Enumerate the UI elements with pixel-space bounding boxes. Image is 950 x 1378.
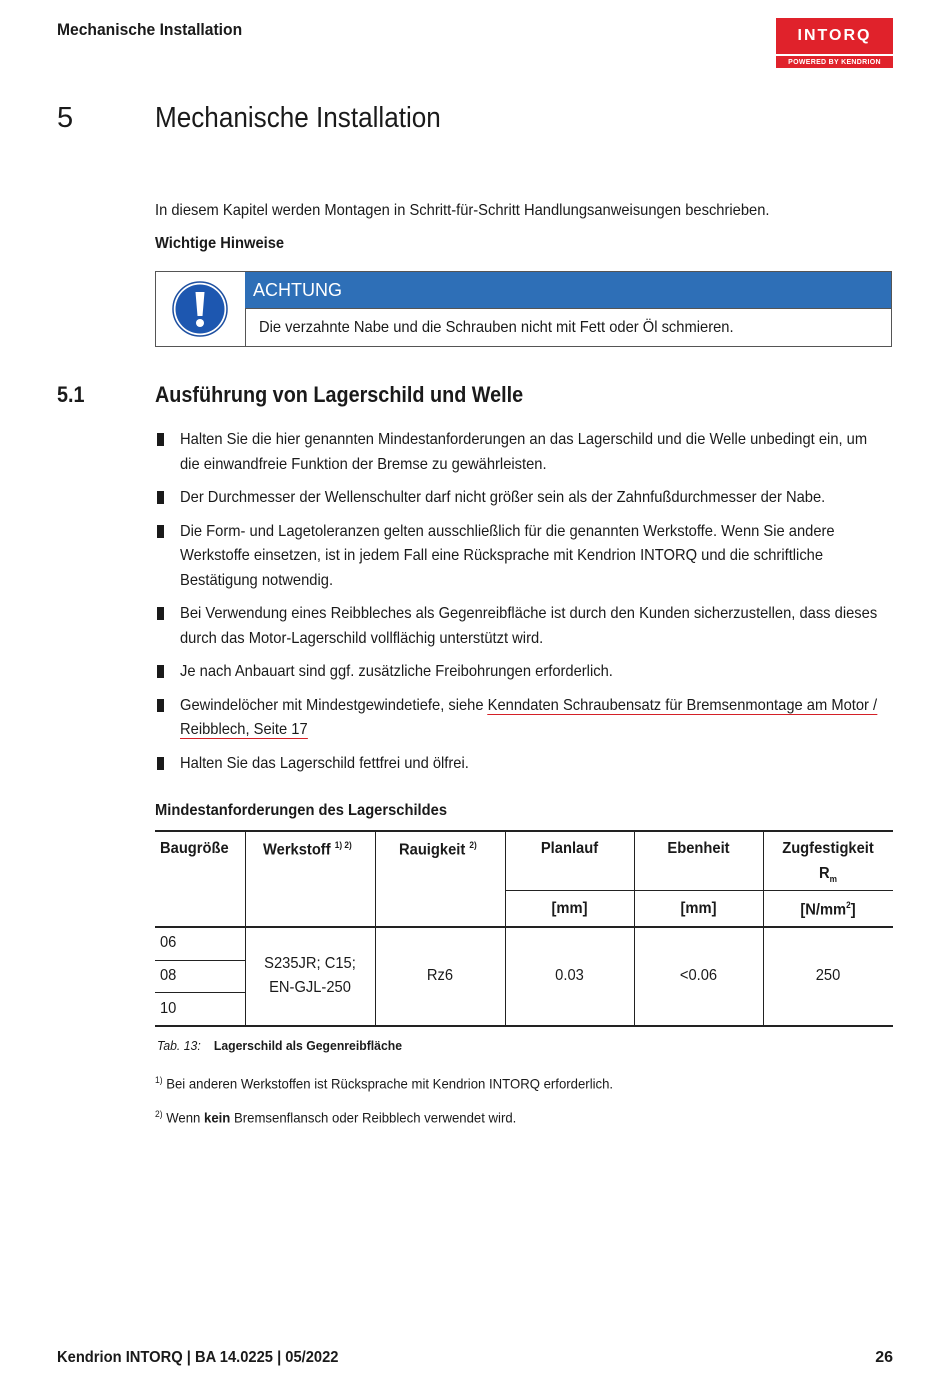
- warning-label: ACHTUNG: [245, 272, 891, 309]
- strength-cell: 250: [815, 967, 841, 984]
- material-cell-line1: S235JR; C15;: [264, 955, 356, 972]
- requirements-table: [155, 830, 893, 1026]
- bullet-square-icon: [157, 525, 164, 538]
- cross-reference-link[interactable]: Kenndaten Schraubensatz für Bremsenmontage am Motor / Reibblech, Seite 17: [180, 696, 878, 738]
- footnote-2: $^{2)}$ Wenn kein Bremsenflansch oder Reibblech verwendet wird.: [155, 1109, 517, 1126]
- roughness-cell: Rz6: [426, 967, 454, 984]
- unit-strength: $[N/mm^2]$: [800, 900, 856, 919]
- material-cell-line2: EN-GJL-250: [269, 979, 351, 996]
- bullet-square-icon: [157, 491, 164, 504]
- requirements-list: [155, 428, 915, 785]
- header-size: Baugröße: [160, 840, 229, 857]
- running-header: Mechanische Installation: [57, 20, 243, 39]
- header-roughness: Rauigkeit $^{2)}$: [399, 840, 477, 859]
- list-item: Die Form- und Lagetoleranzen gelten ausschließlich für die genannten Werkstoffe. Wenn Sie andere Werkstoffe einsetzen, ist in jedem Fall eine Rücksprache mit Kendrion INTORQ und die schriftliche Bestätigung notwendig.: [155, 520, 915, 594]
- exclamation-icon: [172, 281, 228, 337]
- header-strength: Zugfestigkeit: [782, 840, 874, 857]
- bullet-square-icon: [157, 665, 164, 678]
- size-cell: 06: [160, 934, 177, 951]
- chapter-title: Mechanische Installation: [155, 102, 441, 134]
- caption-label: Tab. 13:: [157, 1038, 201, 1053]
- table-caption: [157, 1038, 402, 1053]
- runout-cell: 0.03: [555, 967, 584, 984]
- table-heading: Mindestanforderungen des Lagerschildes: [155, 802, 448, 819]
- page-number: 26: [875, 1349, 893, 1366]
- warning-icon-cell: [156, 272, 246, 346]
- list-item: Bei Verwendung eines Reibbleches als Gegenreibfläche ist durch den Kunden sicherzustellen, dass dieses durch das Motor-Lagerschild vollflächig unterstützt wird.: [155, 602, 915, 651]
- header-flatness: Ebenheit: [667, 840, 730, 857]
- unit-flatness: [mm]: [680, 900, 717, 917]
- size-cell: 10: [160, 1000, 177, 1017]
- list-item: Der Durchmesser der Wellenschulter darf nicht größer sein als der Zahnfußdurchmesser der Nabe.: [155, 486, 915, 511]
- list-item: Halten Sie die hier genannten Mindestanforderungen an das Lagerschild und die Welle unbedingt ein, um die einwandfreie Funktion der Bremse zu gewährleisten.: [155, 428, 915, 477]
- list-item: Je nach Anbauart sind ggf. zusätzliche Freibohrungen erforderlich.: [155, 660, 915, 685]
- bullet-square-icon: [157, 433, 164, 446]
- section-title: Ausführung von Lagerschild und Welle: [155, 382, 524, 407]
- header-runout: Planlauf: [540, 840, 599, 857]
- intro-paragraph: In diesem Kapitel werden Montagen in Schritt-für-Schritt Handlungsanweisungen beschrieben.: [155, 202, 770, 219]
- caption-title: Lagerschild als Gegenreibfläche: [213, 1038, 403, 1053]
- logo-tagline: POWERED BY KENDRION: [776, 56, 893, 68]
- footnote-1: $^{1)}$ Bei anderen Werkstoffen ist Rücksprache mit Kendrion INTORQ erforderlich.: [155, 1075, 614, 1092]
- warning-text: Die verzahnte Nabe und die Schrauben nicht mit Fett oder Öl schmieren.: [259, 319, 734, 336]
- bullet-square-icon: [157, 607, 164, 620]
- unit-runout: [mm]: [551, 900, 588, 917]
- list-item: Gewindelöcher mit Mindestgewindetiefe, siehe Kenndaten Schraubensatz für Bremsenmontage am Motor / Reibblech, Seite 17: [155, 694, 915, 743]
- bullet-square-icon: [157, 699, 164, 712]
- flatness-cell: <0.06: [679, 967, 718, 984]
- hints-heading: Wichtige Hinweise: [155, 235, 285, 252]
- logo-wordmark: INTORQ: [776, 18, 893, 54]
- list-item: Halten Sie das Lagerschild fettfrei und ölfrei.: [155, 752, 915, 777]
- header-material: Werkstoff $^{1) 2)}$: [263, 840, 352, 859]
- bullet-square-icon: [157, 757, 164, 770]
- header-strength-symbol: $R_m$: [818, 865, 837, 885]
- warning-box: [155, 271, 892, 347]
- chapter-number: 5: [57, 102, 74, 134]
- footer-document-id: Kendrion INTORQ | BA 14.0225 | 05/2022: [57, 1349, 339, 1366]
- section-number: 5.1: [57, 382, 85, 407]
- size-cell: 08: [160, 967, 177, 984]
- intorq-logo: [776, 18, 893, 68]
